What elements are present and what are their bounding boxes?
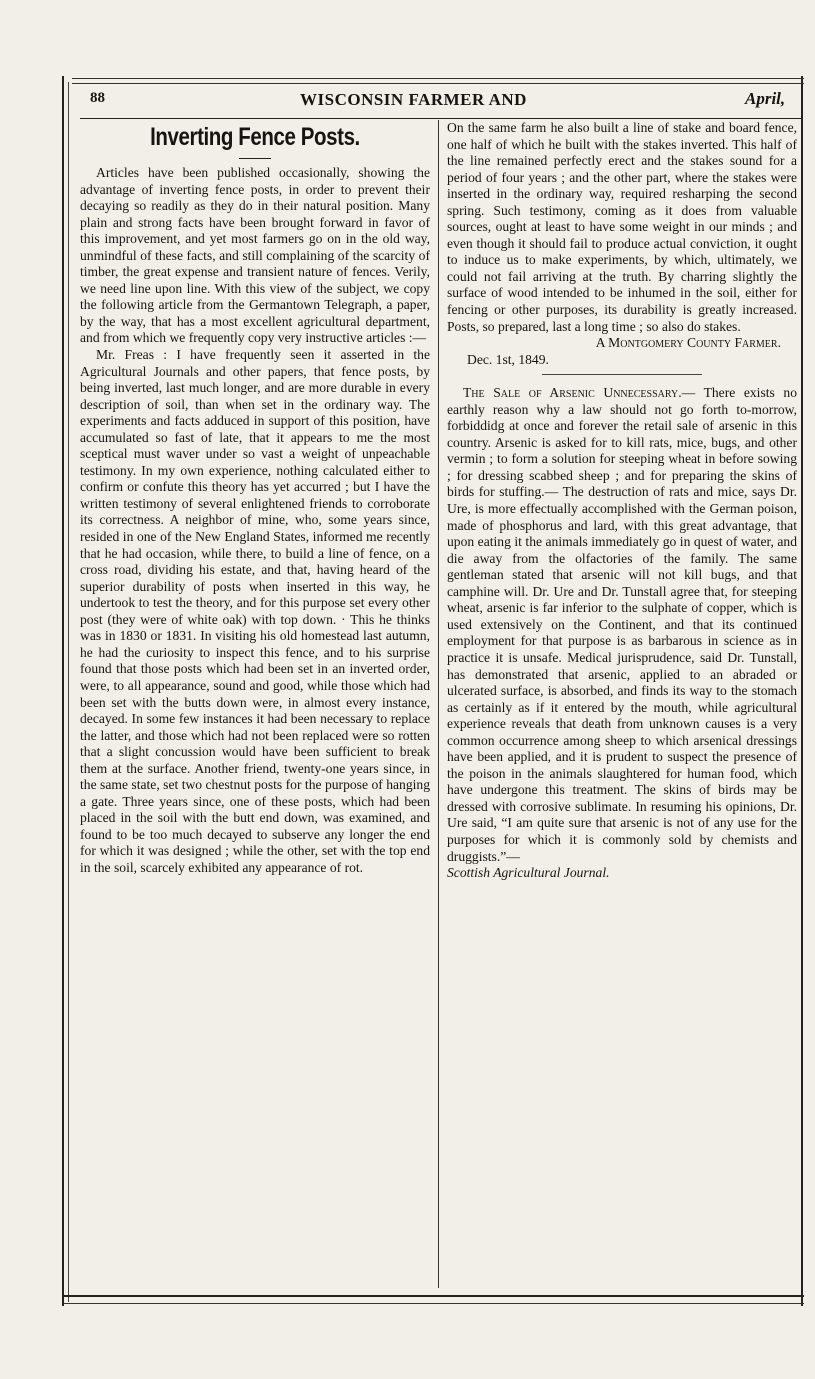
- running-head-month: April,: [745, 89, 786, 108]
- top-rule: [72, 78, 804, 79]
- page-number: 88: [90, 90, 105, 106]
- letter-paragraph: Mr. Freas : I have frequently seen it asserted in the Agricultural Journals and other papers, that fence posts, by being inverted, last much longer, and are more durable in every description of soil, than when set in the ordinary way. The experiments and facts adduced in support of this position, have accumulated so fast of late, that it appears to me the most sceptical must waver under so vast a weight of unpeachable testimony. In my own experience, nothing calculated either to confirm or confute this theory has yet accurred ; but I have the written testimony of several enlightened friends to corroborate its correctness. A neighbor of mine, who, some years since, resided in one of the New England States, informed me recently that he had occasion, while there, to build a line of fence, on a cross road, dividing his estate, and that, having heard of the superior durability of posts when inserted in this way, he undertook to test the theory, and for this purpose set every other post (they were of white oak) with top down. · This he thinks was in 1830 or 1831. In visiting his old homestead last autumn, he had the curiosity to inspect this fence, and to his surprise found that those posts which had been set in an inverted order, were, to all appearance, sound and good, while those which had been set with the butts down were, in almost every instance, decayed. In some few instances it had been necessary to replace the latter, and those which had not been replaced were so rotten that a slight concussion would have been sufficient to break them at the surface. Another friend, twenty-one years since, in the same state, set two chestnut posts for the purpose of hanging a gate. Three years since, one of these posts, which had been placed in the soil with the butt end down, was examined, and found to be too much decayed to subserve any longer the end for which it was designed ; while the other, set with the top end in the soil, scarcely exhibited any appearance of rot.: [80, 347, 430, 875]
- left-column: [80, 120, 430, 877]
- header-rule: [80, 118, 802, 119]
- continuation-paragraph: On the same farm he also built a line of stake and board fence, one half of which he built with the stakes inverted. This half of the line remained perfectly erect and the stakes sound for a period of four years ; and the other part, where the stakes were inserted in the ordinary way, required resharping the second spring. Such testimony, coming as it does from valuable sources, ought at least to have some weight in our minds ; and even though it should fail to produce actual conviction, it ought to induce us to make experiments, by which, ultimately, we could not fail arriving at the truth. By charring slightly the surface of wood intended to be inhumed in the soil, either for fencing or other purposes, its durability is greatly increased. Posts, so prepared, last a long time ; so also do stakes.: [447, 120, 797, 334]
- column-divider: [438, 120, 439, 1288]
- top-rule-inner: [72, 83, 804, 84]
- running-head: WISCONSIN FARMER AND: [300, 90, 527, 109]
- article-title: Inverting Fence Posts.: [150, 123, 360, 151]
- page-border-left: [62, 76, 64, 1306]
- article-paragraph: Articles have been published occasionally, showing the advantage of inverting fence posts, in order to prevent their decaying so readily as they do in their natural position. Many plain and strong facts have been brought forward in favor of this improvement, and yet most farmers go on in the old way, unmindful of these facts, and still complaining of the scarcity of timber, the great expense and transient nature of fences. Verily, we need line upon line. With this view of the subject, we copy the following article from the Germantown Telegraph, a paper, by the way, that has a most excellent agricultural department, and from which we frequently copy very instructive articles :—: [80, 165, 430, 346]
- article2-source: Scottish Agricultural Journal.: [447, 865, 610, 881]
- page-border-right: [801, 76, 803, 1306]
- letter-dateline: Dec. 1st, 1849.: [467, 351, 549, 367]
- right-column: [447, 120, 797, 882]
- letter-signature: A Montgomery County Farmer.: [595, 335, 781, 351]
- section-separator: [542, 374, 702, 375]
- title-rule: [239, 158, 271, 159]
- article2-heading: The Sale of Arsenic Unnecessary.—: [463, 385, 696, 401]
- article2-body: There exists no earthly reason why a law should not go forth to-morrow, forbiddidg at once and forever the retail sale of arsenic in this country. Arsenic is asked for to kill rats, mice, bugs, and other vermin ; to form a solution for steeping wheat in before sowing ; for dressing scabbed sheep ; and for preparing the skins of birds for stuffing.— The destruction of rats and mice, says Dr. Ure, is more effectually accomplished with the German poison, made of phosphorus and lard, with this great advantage, that upon eating it the animals immediately go in quest of water, and die away from the olfactories of the family. The same gentleman stated that arsenic will not kill bugs, and that camphine will. Dr. Ure and Dr. Tunstall agree that, for steeping wheat, arsenic is far inferior to the sulphate of copper, which is used extensively on the Continent, and that its continued employment for that purpose is as barbarous in science as in practice it is unsafe. Medical jurisprudence, said Dr. Tunstall, has demonstrated that arsenic, applied to an abraded or ulcerated surface, is absorbed, and finds its way to the stomach as certainly as if it entered by the mouth, while agricultural experience reveals that death from unknown causes is a very common occurrence among sheep to which arsenical dressings have been applied, and it is prudent to suspect the presence of the poison in the animals slaughtered for human food, which have undergone this treatment. The skins of birds may be dressed with corrosive sublimate. In resuming his opinions, Dr. Ure said, “I am quite sure that arsenic is not of any use for the purposes for which it is commonly sold by chemists and druggists.”—: [447, 385, 797, 864]
- page-border-left-inner: [68, 82, 69, 1302]
- bottom-rule: [64, 1295, 804, 1297]
- bottom-rule-inner: [64, 1303, 804, 1304]
